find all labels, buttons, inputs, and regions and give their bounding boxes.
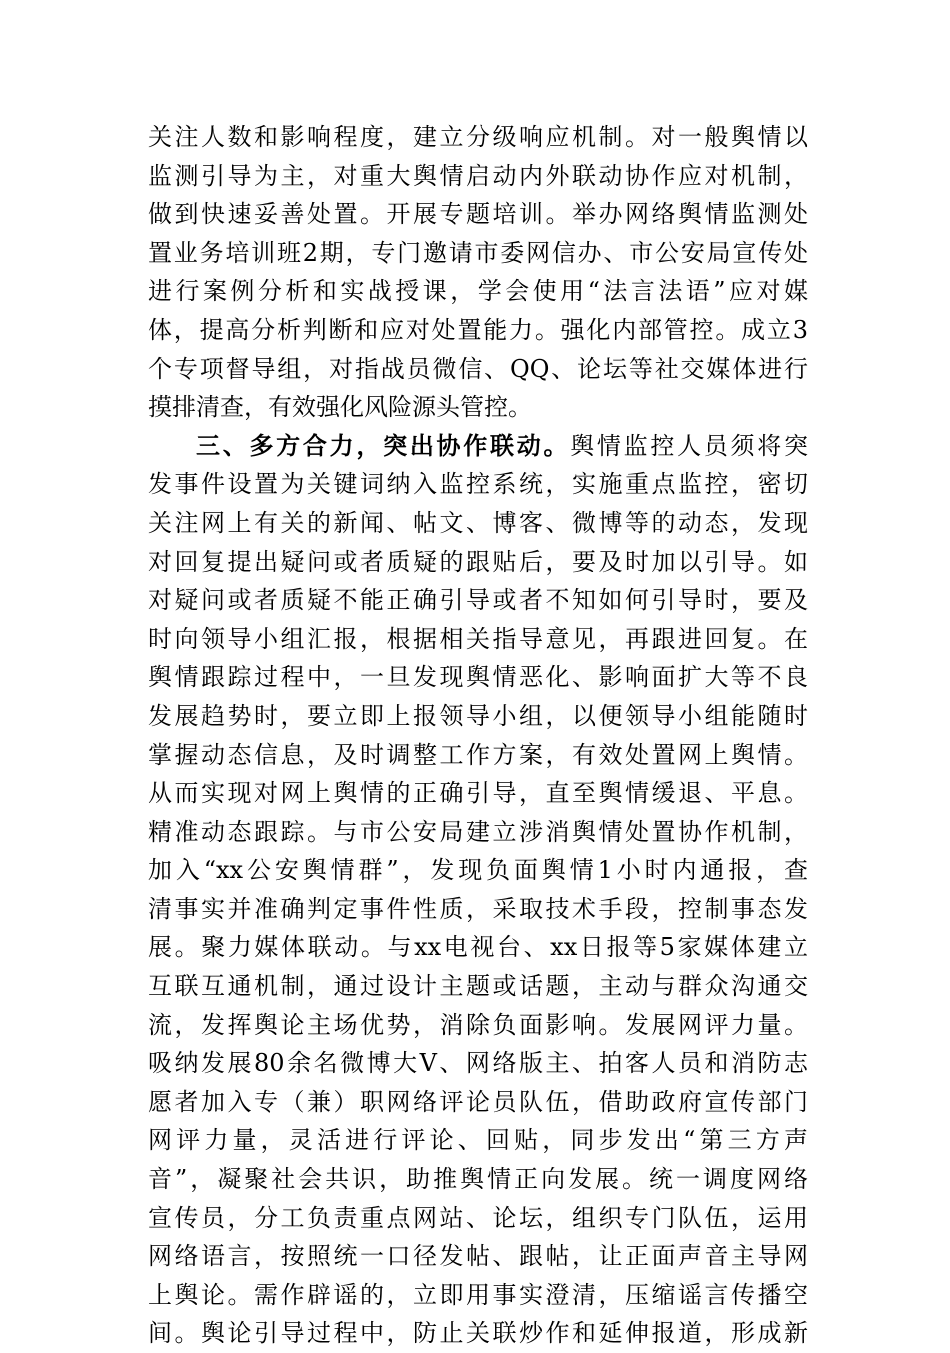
paragraph-line: 个专项督导组，对指战员微信、QQ、论坛等社交媒体进行 [148, 354, 808, 383]
paragraph-line: 发事件设置为关键词纳入监控系统，实施重点监控，密切 [148, 470, 808, 499]
section-heading-continuation: 舆情监控人员须将突 [570, 431, 808, 460]
paragraph-line: 进行案例分析和实战授课，学会使用“法言法语”应对媒 [148, 277, 808, 306]
paragraph-line: 关注网上有关的新闻、帖文、博客、微博等的动态，发现 [148, 508, 808, 537]
paragraph-line: 摸排清查，有效强化风险源头管控。 [148, 393, 532, 422]
paragraph-line: 清事实并准确判定事件性质，采取技术手段，控制事态发 [148, 894, 808, 923]
paragraph-line: 流，发挥舆论主场优势，消除负面影响。发展网评力量。 [148, 1010, 808, 1039]
paragraph-line: 音”，凝聚社会共识，助推舆情正向发展。统一调度网络 [148, 1165, 808, 1194]
paragraph-line: 精准动态跟踪。与市公安局建立涉消舆情处置协作机制， [148, 817, 808, 846]
section-heading-line [148, 427, 808, 466]
paragraph-line: 加入“xx公安舆情群”，发现负面舆情1小时内通报，查 [148, 856, 808, 885]
paragraph-line: 舆情跟踪过程中，一旦发现舆情恶化、影响面扩大等不良 [148, 663, 808, 692]
paragraph-line: 监测引导为主，对重大舆情启动内外联动协作应对机制， [148, 161, 808, 190]
paragraph-line: 做到快速妥善处置。开展专题培训。举办网络舆情监测处 [148, 200, 808, 229]
paragraph-line: 对疑问或者质疑不能正确引导或者不知如何引导时，要及 [148, 586, 808, 615]
paragraph-line: 吸纳发展80余名微博大V、网络版主、拍客人员和消防志 [148, 1049, 808, 1078]
paragraph-line: 互联互通机制，通过设计主题或话题，主动与群众沟通交 [148, 972, 808, 1001]
document-body [148, 118, 808, 1353]
paragraph-line: 体，提高分析判断和应对处置能力。强化内部管控。成立3 [148, 315, 808, 344]
paragraph-line: 掌握动态信息，及时调整工作方案，有效处置网上舆情。 [148, 740, 808, 769]
paragraph-line: 宣传员，分工负责重点网站、论坛，组织专门队伍，运用 [148, 1203, 808, 1232]
paragraph-line: 发展趋势时，要立即上报领导小组，以便领导小组能随时 [148, 701, 808, 730]
paragraph-line: 间。舆论引导过程中，防止关联炒作和延伸报道，形成新 [148, 1319, 808, 1348]
paragraph-line: 展。聚力媒体联动。与xx电视台、xx日报等5家媒体建立 [148, 933, 808, 962]
paragraph-line: 时向领导小组汇报，根据相关指导意见，再跟进回复。在 [148, 624, 808, 653]
paragraph-1 [148, 118, 808, 427]
paragraph-line: 关注人数和影响程度，建立分级响应机制。对一般舆情以 [148, 123, 808, 151]
paragraph-line: 置业务培训班2期，专门邀请市委网信办、市公安局宣传处 [148, 238, 808, 267]
paragraph-2 [148, 427, 808, 1353]
paragraph-line: 从而实现对网上舆情的正确引导，直至舆情缓退、平息。 [148, 779, 808, 808]
paragraph-line: 愿者加入专（兼）职网络评论员队伍，借助政府宣传部门 [148, 1087, 808, 1116]
paragraph-line: 上舆论。需作辟谣的，立即用事实澄清，压缩谣言传播空 [148, 1280, 808, 1309]
section-heading: 三、多方合力，突出协作联动。 [196, 430, 571, 460]
paragraph-line: 网评力量，灵活进行评论、回贴，同步发出“第三方声 [148, 1126, 808, 1155]
paragraph-line: 对回复提出疑问或者质疑的跟贴后，要及时加以引导。如 [148, 547, 808, 576]
paragraph-line: 网络语言，按照统一口径发帖、跟帖，让正面声音主导网 [148, 1242, 808, 1271]
